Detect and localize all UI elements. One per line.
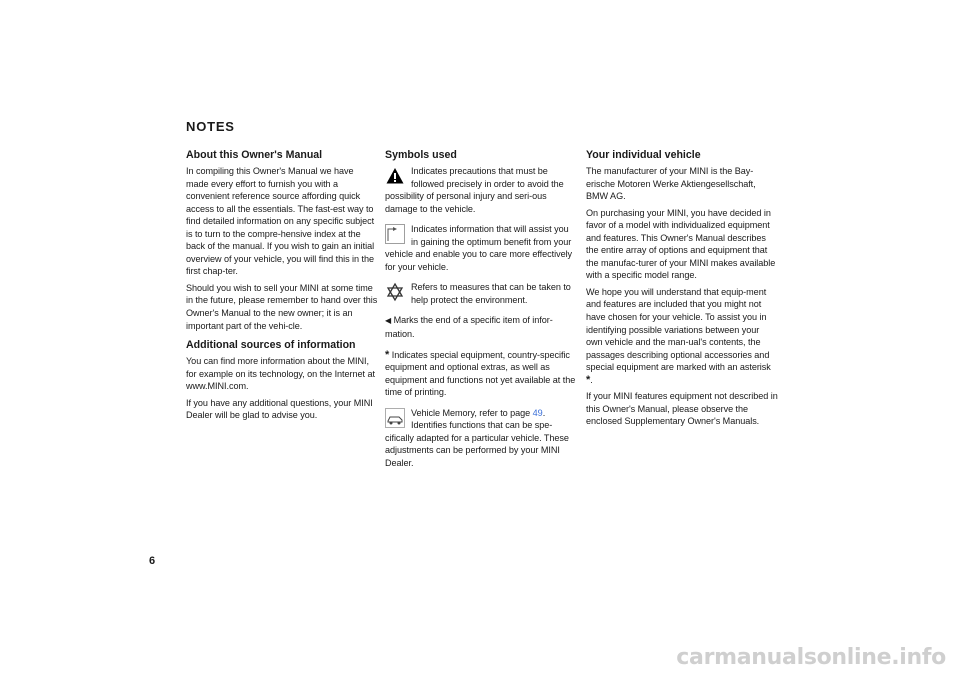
vehicle-paragraph-1: The manufacturer of your MINI is the Bay-erische Motoren Werke Aktiengesellschaft, BMW AG.: [586, 166, 756, 202]
asterisk-text: Indicates special equipment, country-specific equipment and optional extras, as well as equipment and functions not yet available at the time of printing.: [385, 349, 576, 398]
warning-symbol-item: [385, 165, 577, 215]
warning-triangle-icon: [385, 166, 405, 186]
memory-symbol-item: [385, 407, 577, 470]
info-text: Indicates information that will assist you in gaining the optimum benefit from your vehicle and enable you to care more effectively for your vehicle.: [385, 224, 573, 272]
additional-paragraph-2: If you have any additional questions, your MINI Dealer will be glad to advise you.: [186, 397, 373, 421]
memory-text-after: . Identifies functions that can be spe-cifically adapted for a particular vehicle. These adjustments can be performed by your MINI Dealer.: [385, 407, 569, 468]
recycle-icon: [385, 282, 405, 302]
vehicle-p3-text: We hope you will understand that equip-ment and features are included that you might not have chosen for your vehicle. To assist you in identifying possible variations between your own vehicle and the man-ual's contents, the passages describing optional accessories and special equipment are marked with an asterisk: [586, 286, 771, 373]
about-paragraph-1: In compiling this Owner's Manual we have made every effort to furnish you with a convenient reference source affording quick access to all the essentials. The fast-est way to find detailed information on any specific subject is to turn to the compre-hensive index at the back of the manual. If you wish to gain an initial overview of your vehicle, you will find this in the first chap-ter.: [186, 166, 375, 277]
end-marker-text: Marks the end of a specific item of infor-mation.: [385, 315, 553, 340]
info-symbol-item: [385, 223, 577, 273]
end-marker-item: [385, 314, 577, 340]
asterisk-icon: *: [385, 348, 390, 361]
column-about: [186, 148, 378, 426]
column-vehicle: [586, 148, 778, 432]
memory-text-before: Vehicle Memory, refer to page: [411, 407, 533, 418]
memory-text: [385, 407, 577, 470]
info-pointer-icon: [385, 224, 405, 244]
asterisk-icon: *: [586, 373, 591, 386]
column-symbols: [385, 148, 577, 477]
symbols-heading: Symbols used: [385, 149, 457, 161]
environment-text: Refers to measures that can be taken to help protect the environment.: [411, 282, 571, 305]
vehicle-paragraph-2: On purchasing your MINI, you have decided in favor of a model with individualized equipment and features. This Owner's Manual describes the entire array of options and equipment that the manufac-turer of your MINI makes available with a specific model range.: [586, 207, 776, 281]
page-49-link[interactable]: 49: [532, 407, 543, 418]
watermark: carmanualsonline.info: [676, 645, 946, 670]
vehicle-heading: Your individual vehicle: [586, 149, 701, 161]
page-title: NOTES: [186, 119, 235, 134]
page-number: 6: [149, 555, 156, 567]
about-heading: About this Owner's Manual: [186, 149, 323, 161]
vehicle-paragraph-3: [586, 286, 778, 386]
additional-paragraph-1: You can find more information about the MINI, for example on its technology, on the Internet at www.MINI.com.: [186, 356, 375, 392]
about-paragraph-2: Should you wish to sell your MINI at some time in the future, please remember to hand over this Owner's Manual to the new owner; it is an important part of the vehi-cle.: [186, 282, 378, 331]
end-marker-icon: ◀: [385, 316, 392, 326]
vehicle-p3-end: .: [590, 374, 593, 385]
vehicle-memory-icon: [385, 408, 405, 428]
vehicle-paragraph-4: If your MINI features equipment not described in this Owner's Manual, please observe the enclosed Supplementary Owner's Manuals.: [586, 391, 778, 427]
warning-text: Indicates precautions that must be followed precisely in order to avoid the possibility of personal injury and seri-ous damage to the vehicle.: [385, 166, 564, 214]
asterisk-item: [385, 349, 577, 399]
environment-symbol-item: [385, 281, 577, 306]
additional-sources-heading: Additional sources of information: [186, 339, 356, 352]
